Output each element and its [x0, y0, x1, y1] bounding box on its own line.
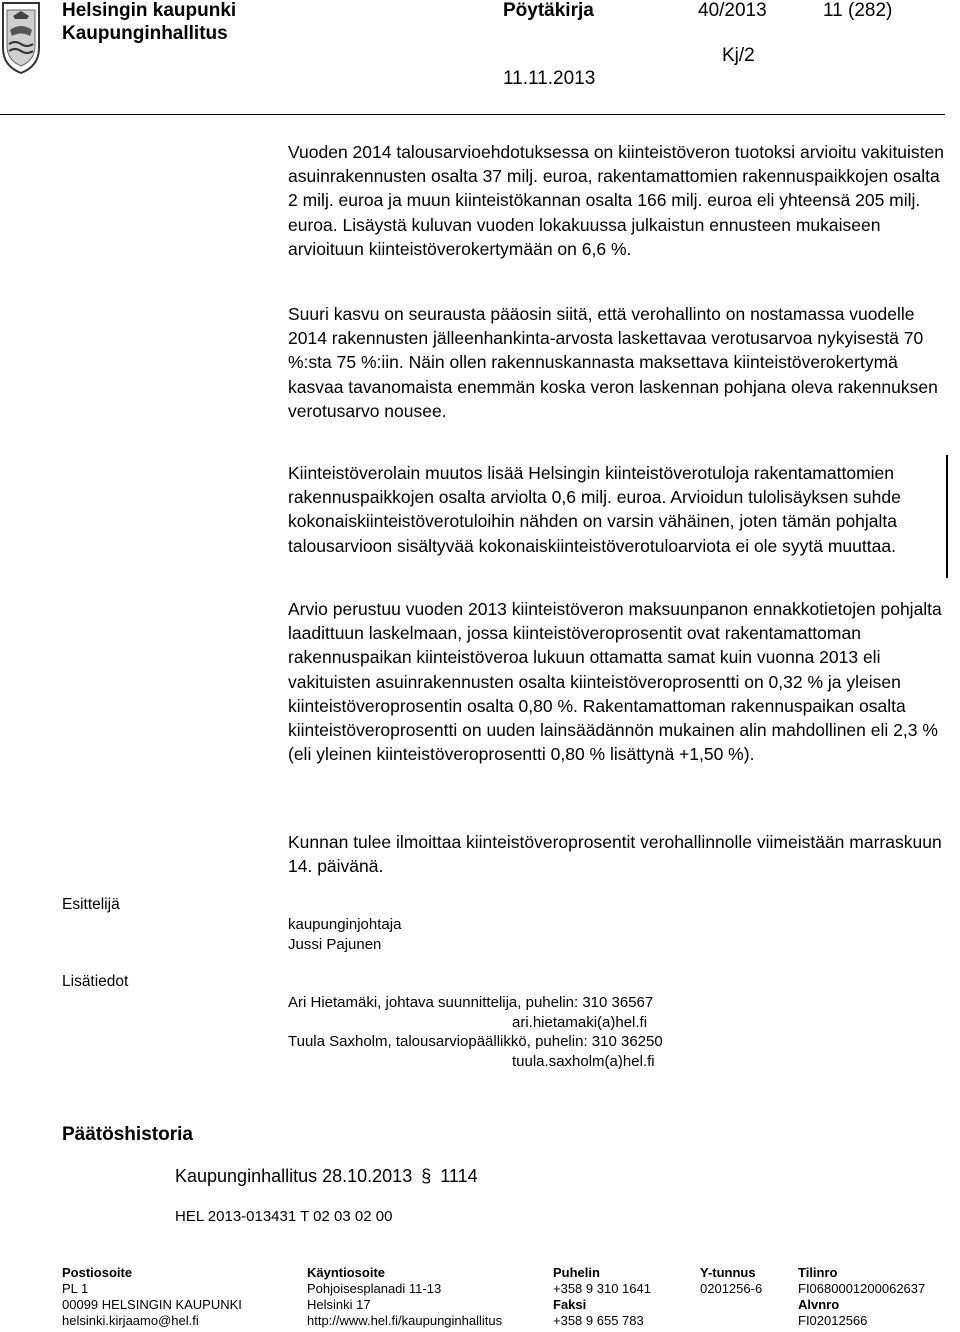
presenter-name: Jussi Pajunen	[288, 936, 382, 953]
contact-email: tuula.saxholm(a)hel.fi	[512, 1053, 655, 1070]
footer-phone	[553, 1265, 651, 1329]
contact-line: Tuula Saxholm, talousarviopäällikkö, puhelin: 310 36250	[288, 1033, 663, 1050]
footer-line: 0201256-6	[700, 1281, 763, 1296]
section-sign-icon: §	[421, 1166, 432, 1186]
footer-business-id	[700, 1265, 762, 1297]
presenter-label: Esittelijä	[62, 896, 120, 913]
doc-type: Pöytäkirja	[503, 0, 594, 21]
body-name: Kaupunginhallitus	[62, 23, 228, 44]
paragraph-text: Kunnan tulee ilmoittaa kiinteistöveroprosentit verohallinnolle viimeistään marraskuun 14. päivänä.	[288, 832, 942, 877]
footer-line: +358 9 310 1641	[553, 1281, 651, 1296]
history-entry	[175, 1165, 478, 1187]
info-label: Lisätiedot	[62, 973, 129, 990]
footer-line: Pohjoisesplanadi 11-13	[307, 1281, 442, 1296]
paragraph-text: Suuri kasvu on seurausta pääosin siitä, että verohallinto on nostamassa vuodelle 2014 rakennusten jälleenhankinta-arvosta laskettavaa verotusarvoa nykyisestä 70 %:sta 75 %:iin. Näin ollen rakennuskannasta maksettava kiinteistöverokertymä kasvaa tavanomaista enemmän koska veron laskennan pohjana oleva rakennuksen verotusarvo nousee.	[288, 304, 938, 421]
history-entry-body: Kaupunginhallitus 28.10.2013	[175, 1166, 413, 1186]
history-code: HEL 2013-013431 T 02 03 02 00	[175, 1208, 393, 1225]
footer-line: PL 1	[62, 1281, 89, 1296]
footer-heading: Puhelin	[553, 1265, 600, 1280]
paragraph-text: Arvio perustuu vuoden 2013 kiinteistöveron maksuunpanon ennakkotietojen pohjalta laadittuun laskelmaan, jossa kiinteistöveroprosentit ovat rakentamattoman rakennuspaikan kiinteistöveroa lukuun ottamatta samat kuin vuonna 2013 eli vakituisten asuinrakennusten osalta kiinteistöveroprosentti on 0,32 % ja yleisen kiinteistöveroprosentin osalta 0,80 %. Rakentamattoman rakennuspaikan osalta kiinteistöveroprosentti on uuden lainsäädännön mukainen alin mahdollinen eli 2,3 % (eli yleinen kiinteistöveroprosentti 0,80 % lisättynä +1,50 %).	[288, 599, 942, 765]
meeting-number: 40/2013	[698, 0, 767, 21]
paragraph-1	[288, 140, 948, 261]
footer-heading: Käyntiosoite	[307, 1265, 386, 1280]
footer-line: FI0680001200062637	[798, 1281, 926, 1296]
footer-line: http://www.hel.fi/kaupunginhallitus	[307, 1313, 503, 1328]
history-entry-section: 1114	[440, 1166, 478, 1186]
footer-heading: Faksi	[553, 1297, 587, 1312]
org-name: Helsingin kaupunki	[62, 0, 237, 21]
paragraph-text: Vuoden 2014 talousarvioehdotuksessa on kiinteistöveron tuotoksi arvioitu vakituisten asuinrakennusten osalta 37 milj. euroa, rakentamattomien rakennuspaikkojen osalta 2 milj. euroa ja muun kiinteistökannan osalta 166 milj. euroa eli yhteensä 205 milj. euroa. Lisäystä kuluvan vuoden lokakuussa julkaistun ennusteen mukaiseen arvioituun kiinteistöverokertymään on 6,6 %.	[288, 142, 945, 259]
paragraph-2	[288, 302, 948, 423]
footer-line: helsinki.kirjaamo@hel.fi	[62, 1313, 199, 1328]
footer-line: 00099 HELSINGIN KAUPUNKI	[62, 1297, 242, 1312]
footer-postal	[62, 1265, 242, 1329]
footer-heading: Alvnro	[798, 1297, 840, 1312]
paragraph-text: Kiinteistöverolain muutos lisää Helsingin kiinteistöverotuloja rakentamattomien rakennuspaikkojen osalta arviolta 0,6 milj. euroa. Arvioidun tulolisäyksen suhde kokonaiskiinteistöverotuloihin nähden on varsin vähäinen, joten tämän pohjalta talousarvioon sisältyvää kokonaiskiinteistöverotuloarviota ei ole syytä muuttaa.	[288, 463, 901, 556]
footer-visit	[307, 1265, 502, 1329]
paragraph-3	[288, 461, 948, 558]
page-number: 11 (282)	[823, 0, 893, 21]
footer-heading: Y-tunnus	[700, 1265, 756, 1280]
footer-line: FI02012566	[798, 1313, 868, 1328]
header-rule	[0, 114, 945, 115]
item-code: Kj/2	[722, 45, 755, 66]
paragraph-5	[288, 830, 948, 878]
change-marker-bar	[946, 455, 948, 578]
presenter-title: kaupunginjohtaja	[288, 916, 402, 933]
footer-heading: Tilinro	[798, 1265, 838, 1280]
paragraph-4	[288, 597, 948, 766]
contact-line: Ari Hietamäki, johtava suunnittelija, puhelin: 310 36567	[288, 994, 654, 1011]
helsinki-coat-of-arms-icon	[0, 0, 42, 75]
footer-line: Helsinki 17	[307, 1297, 371, 1312]
contact-email: ari.hietamaki(a)hel.fi	[512, 1014, 648, 1031]
meeting-date: 11.11.2013	[503, 68, 596, 89]
footer-line: +358 9 655 783	[553, 1313, 644, 1328]
footer-heading: Postiosoite	[62, 1265, 133, 1280]
footer-account	[798, 1265, 925, 1329]
history-title: Päätöshistoria	[62, 1124, 193, 1145]
